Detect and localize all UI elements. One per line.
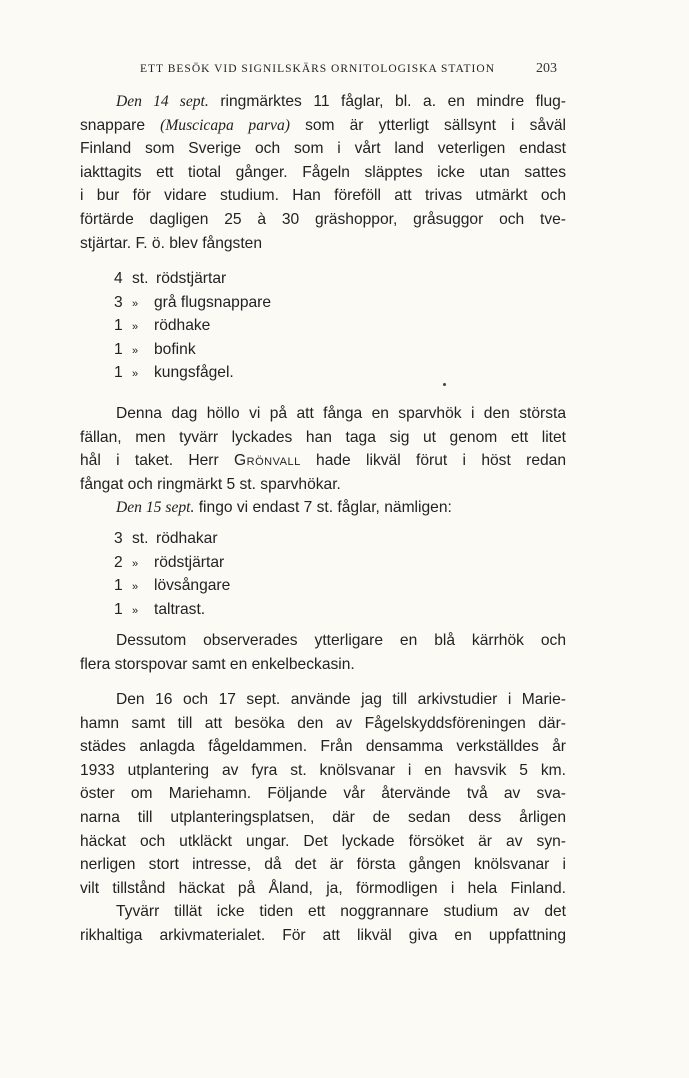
catch-list-sept-14: [114, 267, 271, 385]
list-item: 2 » rödstjärtar: [114, 553, 225, 571]
text-line: hamn samt till att besöka den av Fågelskyddsföreningen där-: [80, 714, 566, 732]
list-item: 3 st. rödhakar: [114, 530, 218, 547]
species-latin: (Muscicapa parva): [160, 116, 290, 134]
text-line: öster om Mariehamn. Följande vår återvände två av sva-: [80, 785, 566, 803]
text-line: fångat och ringmärkt 5 st. sparvhökar.: [80, 475, 341, 493]
page-number: 203: [536, 61, 557, 76]
text-line: Den 15 sept. fingo vi endast 7 st. fåglar, nämligen:: [116, 499, 452, 517]
text-line: Denna dag höllo vi på att fånga en sparvhök i den största: [116, 405, 566, 422]
paragraph-sept-14: [80, 90, 566, 255]
ink-speck: [443, 383, 446, 386]
list-item: 1 » bofink: [114, 340, 196, 358]
text-line: flera storspovar samt en enkelbeckasin.: [80, 655, 355, 673]
text-line: Tyvärr tillät icke tiden ett noggrannare studium av det: [116, 903, 566, 920]
list-item: 1 » kungsfågel.: [114, 364, 234, 382]
text-line: i bur för vidare studium. Han föreföll att trivas utmärkt och: [80, 187, 566, 205]
paragraph-archive: [80, 900, 566, 947]
list-item: 3 » grå flugsnappare: [114, 293, 272, 311]
running-title: ETT BESÖK VID SIGNILSKÄRS ORNITOLOGISKA STATION: [140, 63, 495, 75]
text-line: Finland som Sverige och som i vårt land veterligen endast: [80, 140, 566, 158]
person-name: Grönvall: [234, 452, 301, 470]
text-line: städes anlagda fågeldammen. Från densamma verkställdes år: [80, 738, 566, 756]
text-line: narna till utplanteringsplatsen, där de sedan dess årligen: [80, 808, 566, 826]
page-header: [0, 63, 689, 83]
catch-list-sept-15: [114, 527, 230, 621]
list-item: 1 » rödhake: [114, 317, 211, 335]
paragraph-observations: [80, 629, 566, 676]
date-label: Den 15 sept.: [116, 499, 195, 517]
text-line: iakttagits ett tiotal gånger. Fågeln släpptes icke utan sattes: [80, 163, 566, 181]
text-line: snappare (Muscicapa parva) som är ytterligt sällsynt i såväl: [80, 116, 566, 134]
list-item: 4 st. rödstjärtar: [114, 270, 227, 287]
list-item: 1 » lövsångare: [114, 577, 231, 595]
text-line: Dessutom observerades ytterligare en blå kärrhök och: [116, 632, 566, 649]
text-line: förtärde dagligen 25 à 30 gräshoppor, gråsuggor och tve-: [80, 210, 566, 228]
text-line: nerligen stort intresse, då det är första gången knölsvanar i: [80, 856, 566, 874]
text-line: vilt tillstånd häckat på Åland, ja, förmodligen i hela Finland.: [80, 879, 566, 897]
paragraph-mariehamn: [80, 688, 566, 900]
text-line: Den 16 och 17 sept. använde jag till arkivstudier i Marie-: [116, 691, 566, 708]
date-label: Den 14 sept.: [116, 93, 209, 110]
text-line: hål i taket. Herr Grönvall hade likväl förut i höst redan: [80, 452, 566, 470]
text-line: stjärtar. F. ö. blev fångsten: [80, 234, 263, 252]
list-item: 1 » taltrast.: [114, 600, 206, 618]
text-line: fällan, men tyvärr lyckades han taga sig ut genom ett litet: [80, 428, 566, 446]
text-line: rikhaltiga arkivmaterialet. För att likväl giva en uppfattning: [80, 926, 566, 944]
text-line: 1933 utplantering av fyra st. knölsvanar i en havsvik 5 km.: [80, 761, 566, 779]
text-line: Den 14 sept. ringmärktes 11 fåglar, bl. a. en mindre flug-: [116, 93, 566, 110]
text-line: häckat och utkläckt ungar. Det lyckade försöket är av syn-: [80, 832, 566, 850]
paragraph-sparrowhawk: [80, 402, 566, 520]
